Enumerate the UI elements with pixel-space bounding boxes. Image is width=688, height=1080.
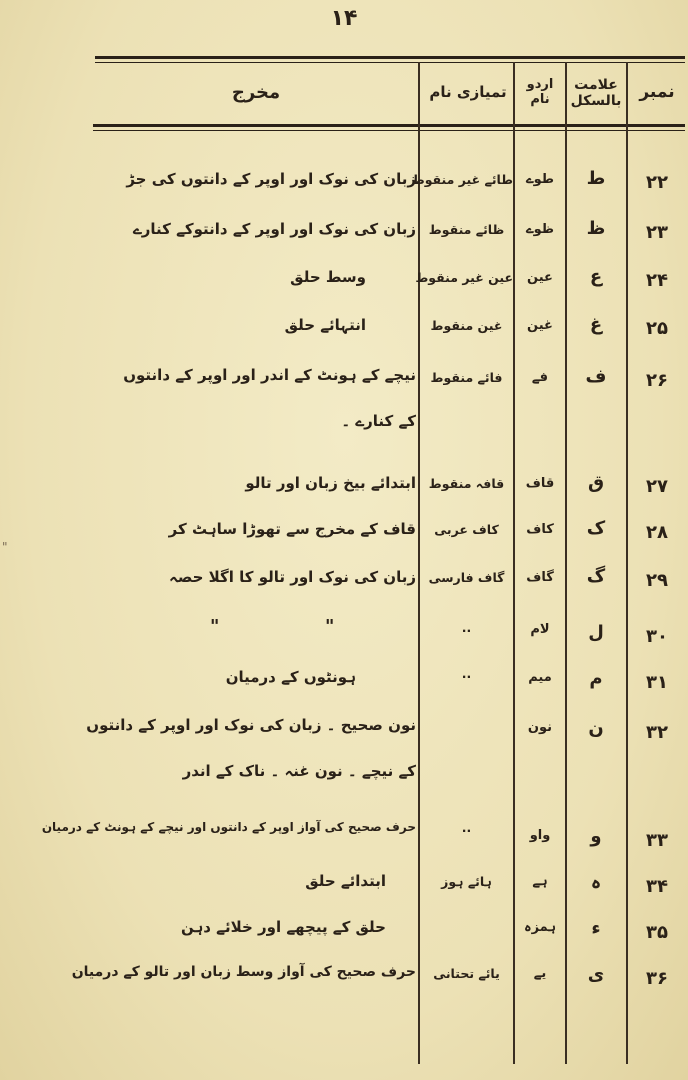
row-number: ۲۸ bbox=[646, 522, 668, 543]
row-sign: ط bbox=[586, 168, 606, 189]
row-distinctive-name: فائے منقوط bbox=[430, 370, 503, 385]
row-urdu-name: ہے bbox=[532, 874, 548, 889]
row-distinctive-name: گاف فارسی bbox=[428, 570, 505, 585]
row-urdu-name: گاف bbox=[526, 570, 554, 585]
row-sign: ک bbox=[586, 518, 606, 539]
row-distinctive-name: عین غیر منقوط bbox=[415, 270, 513, 285]
row-makhraj: نون صحیح ۔ زبان کی نوک اور اوپر کے دانتوں bbox=[86, 716, 416, 734]
row-distinctive-name: غین منقوط bbox=[430, 318, 503, 333]
column-divider bbox=[513, 62, 515, 1064]
row-sign: ق bbox=[587, 472, 605, 493]
row-makhraj: نیچے کے ہونٹ کے اندر اور اوپر کے دانتوں bbox=[123, 366, 416, 384]
row-urdu-name: میم bbox=[528, 670, 552, 685]
row-makhraj: ابتدائے حلق bbox=[305, 872, 386, 890]
top-rule bbox=[95, 56, 685, 59]
row-urdu-name: یے bbox=[533, 966, 547, 981]
row-makhraj: حرف صحیح کی آواز وسط زبان اور تالو کے درمیان bbox=[71, 964, 416, 980]
header-urdu-name: اردو نام bbox=[526, 77, 554, 107]
row-urdu-name: ظوے bbox=[525, 222, 554, 237]
column-divider bbox=[626, 62, 628, 1064]
row-number: ۲۹ bbox=[646, 570, 668, 591]
ditto-mark: " bbox=[210, 616, 220, 637]
column-divider bbox=[418, 62, 420, 1064]
row-number: ۲۷ bbox=[646, 476, 668, 497]
row-makhraj: حرف صحیح کی آواز اوپر کے دانتوں اور نیچے کے ہونٹ کے درمیان bbox=[41, 820, 416, 834]
row-urdu-name: فے bbox=[531, 370, 549, 385]
row-makhraj: وسط حلق bbox=[290, 268, 366, 286]
row-makhraj: حلق کے پیچھے اور خلائے دہن bbox=[180, 918, 386, 936]
row-number: ۳۵ bbox=[646, 922, 668, 943]
row-urdu-name: لام bbox=[530, 622, 550, 637]
page-number: ۱۴ bbox=[330, 6, 358, 31]
row-sign: ن bbox=[588, 718, 604, 739]
row-distinctive-name: قافہ منقوط bbox=[428, 476, 505, 491]
row-number: ۳۶ bbox=[646, 968, 668, 989]
row-number: ۲۶ bbox=[646, 370, 668, 391]
row-number: ۳۳ bbox=[646, 830, 668, 851]
row-urdu-name: کاف bbox=[526, 522, 554, 537]
row-urdu-name: نون bbox=[527, 720, 553, 735]
row-sign: ف bbox=[585, 366, 607, 387]
row-distinctive-name: .. bbox=[461, 666, 472, 681]
row-number: ۳۲ bbox=[646, 722, 668, 743]
row-makhraj: قاف کے مخرج سے تھوڑا ساہٹ کر bbox=[168, 520, 416, 538]
ditto-mark: " bbox=[325, 616, 335, 637]
row-urdu-name: ہمزہ bbox=[523, 920, 557, 935]
row-makhraj: زبان کی نوک اور اوپر کے دانتوں کی جڑ bbox=[126, 170, 416, 188]
row-sign: ہ bbox=[590, 872, 602, 893]
row-sign: گ bbox=[586, 566, 606, 587]
row-distinctive-name: .. bbox=[461, 620, 472, 635]
header-makhraj: مخرج bbox=[231, 81, 281, 103]
row-number: ۳۴ bbox=[646, 876, 668, 897]
row-makhraj: ہونٹوں کے درمیان bbox=[225, 668, 356, 686]
header-rule-thin bbox=[93, 130, 685, 131]
row-distinctive-name: ہائے ہوز bbox=[441, 874, 492, 889]
row-urdu-name: عین bbox=[527, 270, 553, 285]
row-distinctive-name: کاف عربی bbox=[434, 522, 499, 537]
header-number: نمبر bbox=[639, 82, 675, 103]
column-divider bbox=[565, 62, 567, 1064]
row-makhraj: زبان کی نوک اور اوپر کے دانتوکے کنارے bbox=[132, 220, 416, 238]
row-sign: غ bbox=[589, 314, 603, 335]
row-sign: ل bbox=[588, 622, 604, 643]
row-number: ۲۵ bbox=[646, 318, 668, 339]
row-urdu-name: واو bbox=[529, 828, 551, 843]
row-makhraj-continued: کے کنارے ۔ bbox=[341, 412, 416, 430]
row-makhraj: انتہائے حلق bbox=[284, 316, 366, 334]
row-number: ۳۱ bbox=[646, 672, 668, 693]
row-distinctive-name: یائے تحتانی bbox=[433, 966, 500, 981]
row-sign: ی bbox=[587, 964, 605, 985]
row-number: ۲۴ bbox=[646, 270, 668, 291]
row-sign: ع bbox=[589, 266, 603, 287]
row-distinctive-name: .. bbox=[461, 820, 472, 835]
row-number: ۲۲ bbox=[646, 172, 668, 193]
margin-mark: " bbox=[2, 540, 8, 554]
row-sign: و bbox=[590, 826, 602, 847]
row-urdu-name: غین bbox=[527, 318, 553, 333]
row-makhraj: ابتدائے بیخ زبان اور تالو bbox=[245, 474, 416, 492]
row-makhraj-continued: کے نیچے ۔ نون غنہ ۔ ناک کے اندر bbox=[182, 762, 416, 780]
header-rule bbox=[93, 124, 685, 127]
top-rule-thin bbox=[95, 62, 685, 63]
header-sign-phonetic: علامت بالسکل bbox=[570, 76, 622, 109]
row-distinctive-name: ظائے منقوط bbox=[428, 222, 505, 237]
row-makhraj: زبان کی نوک اور تالو کا اگلا حصہ bbox=[169, 568, 416, 586]
row-sign: ء bbox=[591, 918, 601, 939]
row-sign: ظ bbox=[586, 218, 606, 239]
row-number: ۲۳ bbox=[646, 222, 668, 243]
row-sign: م bbox=[589, 668, 603, 689]
header-distinctive-name: تمیازی نام bbox=[429, 83, 507, 102]
row-urdu-name: قاف bbox=[525, 476, 555, 491]
row-distinctive-name: طائے غیر منقوط bbox=[411, 172, 513, 187]
row-urdu-name: طوے bbox=[525, 172, 554, 187]
row-number: ۳۰ bbox=[646, 626, 668, 647]
